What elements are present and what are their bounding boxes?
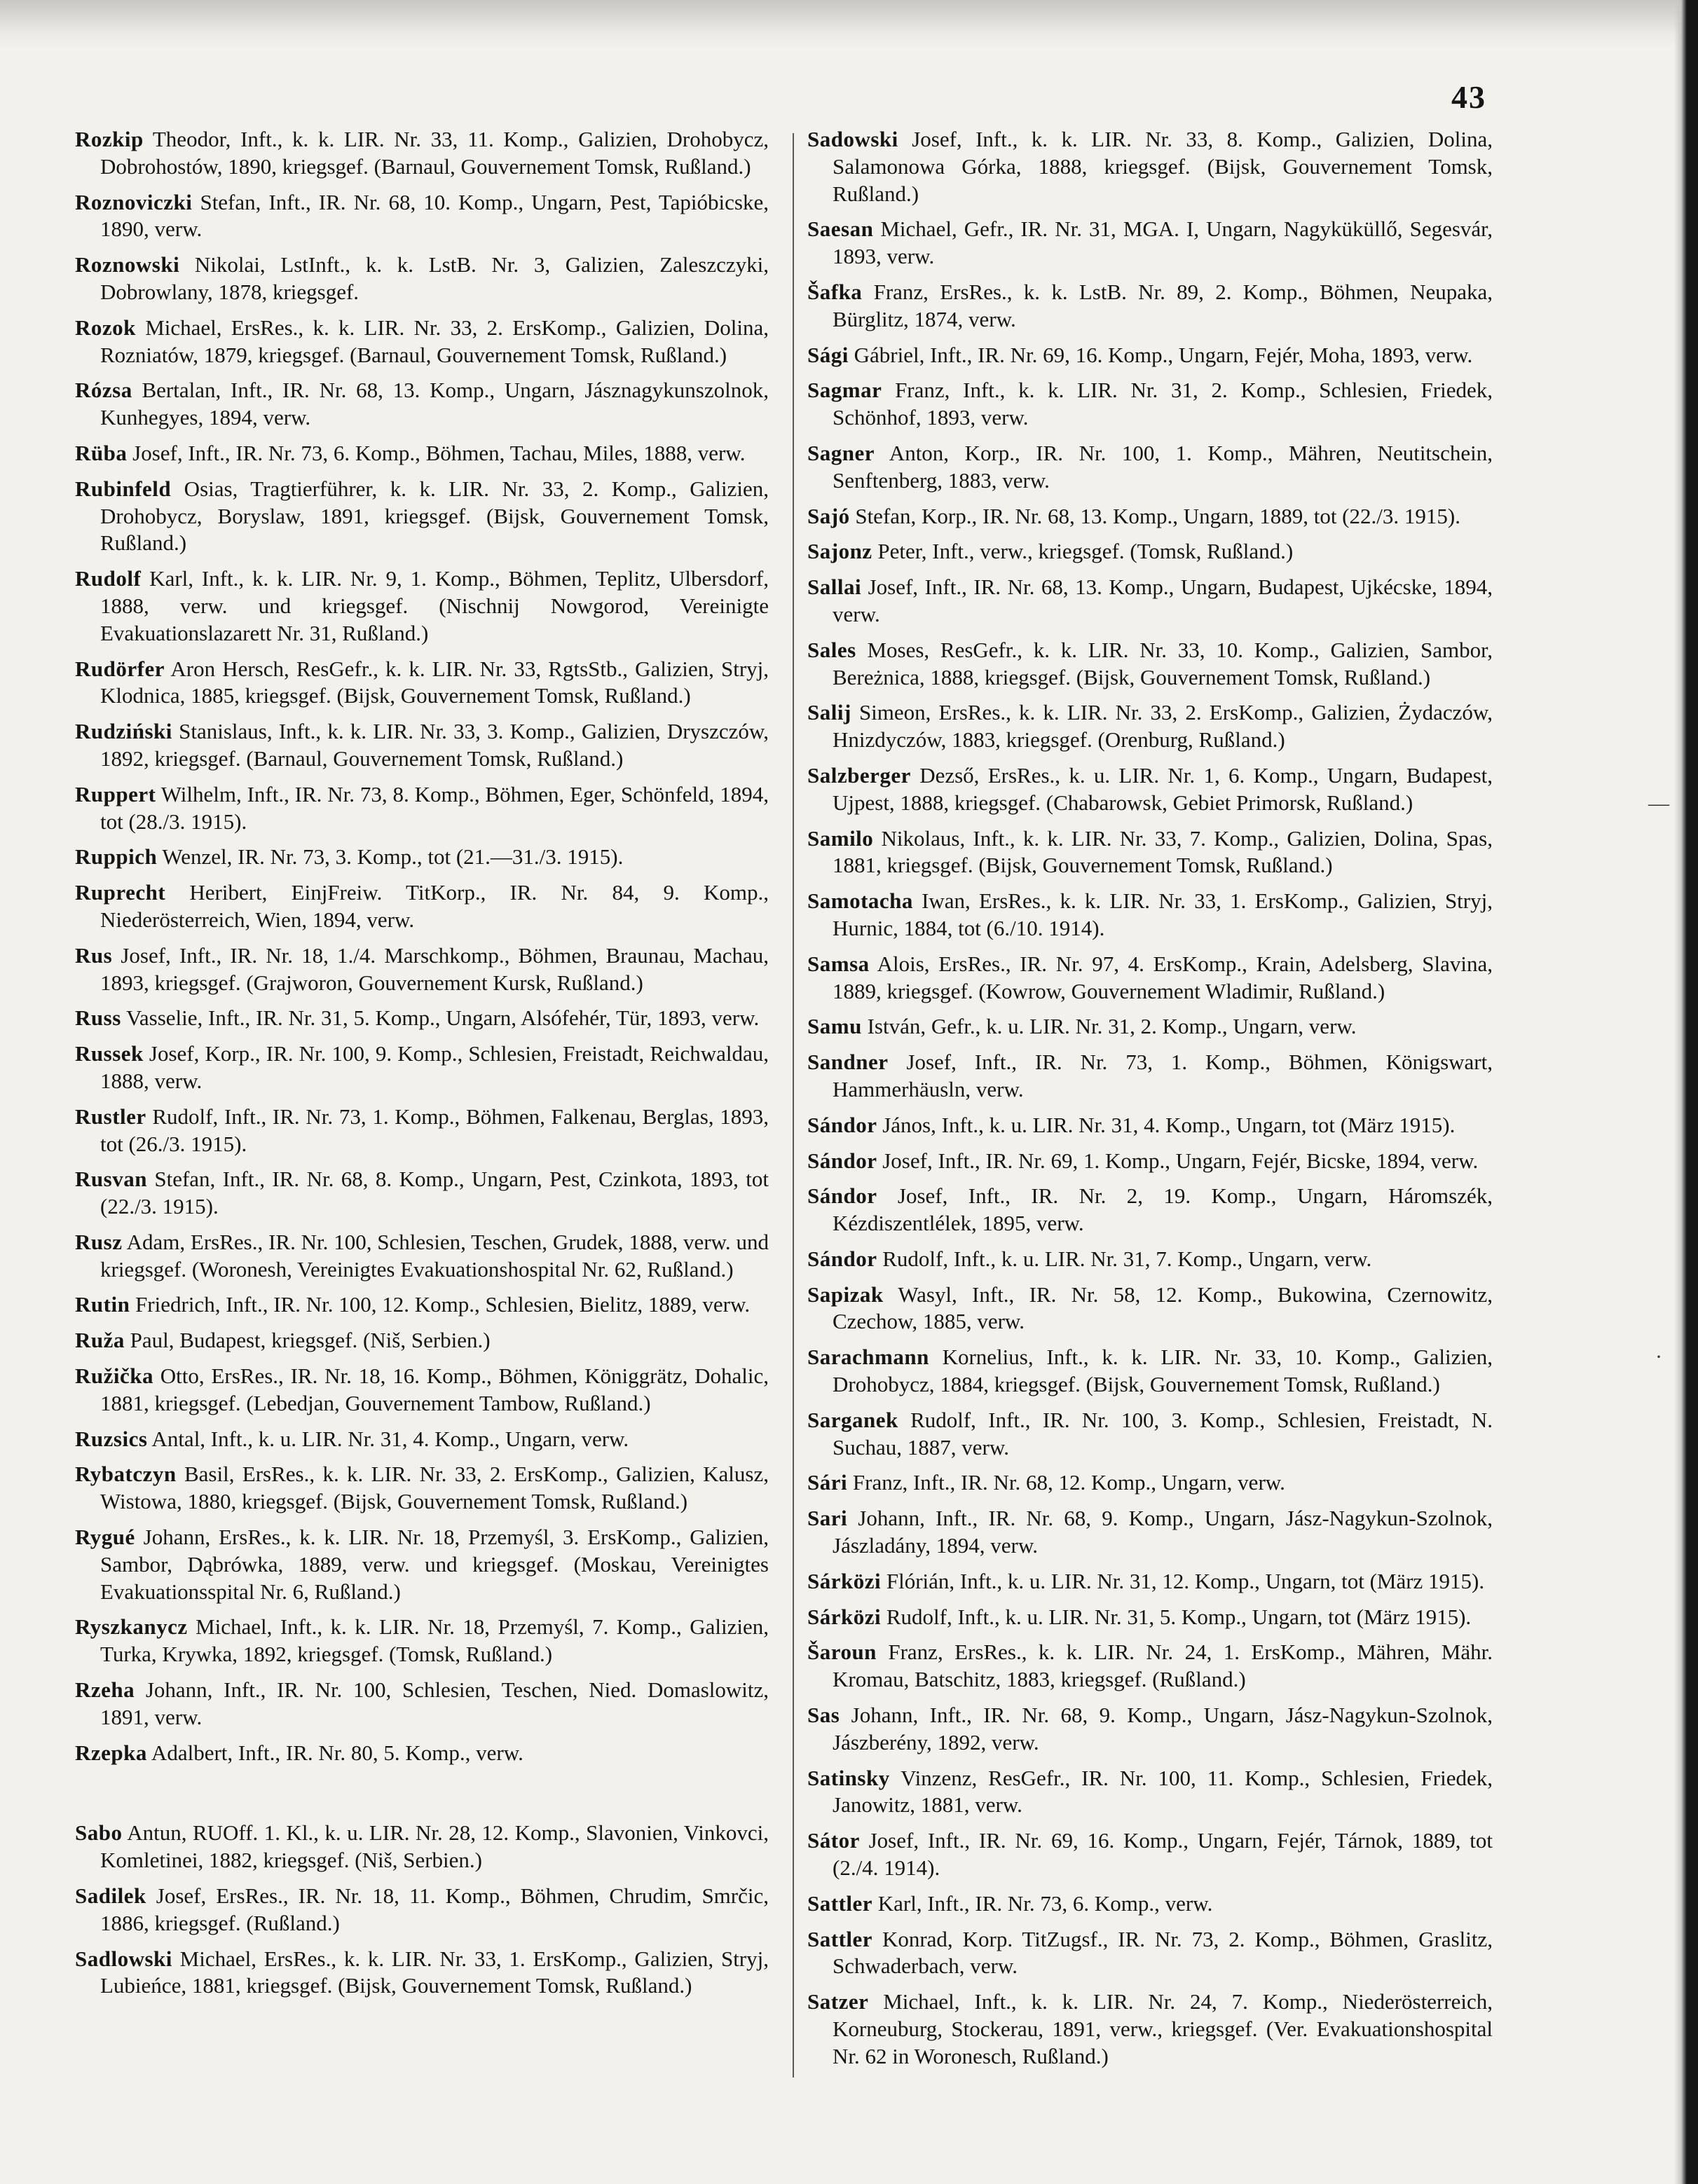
entry-details: Josef, Korp., IR. Nr. 100, 9. Komp., Schlesien, Freistadt, Reichwaldau, 1888, verw. (100, 1041, 769, 1093)
entry-surname: Rubinfeld (75, 476, 172, 501)
register-entry (807, 1568, 1493, 1595)
register-entry (75, 126, 769, 181)
entry-surname: Sadowski (807, 127, 898, 151)
entry-surname: Sári (807, 1470, 848, 1495)
entry-details: Franz, ErsRes., k. k. LIR. Nr. 24, 1. ErsKomp., Mähren, Mähr. Kromau, Batschitz, 1883, kriegsgef. (Rußland.) (833, 1640, 1493, 1692)
register-entry (807, 1505, 1493, 1560)
register-entry (807, 1604, 1493, 1631)
register-entry (807, 699, 1493, 754)
entry-surname: Rus (75, 942, 113, 968)
entry-details: Heribert, EinjFreiw. TitKorp., IR. Nr. 84, 9. Komp., Niederösterreich, Wien, 1894, verw. (100, 880, 769, 932)
entry-surname: Rozkip (75, 127, 144, 151)
entry-details: Josef, Inft., IR. Nr. 73, 6. Komp., Böhmen, Tachau, Miles, 1888, verw. (127, 440, 746, 465)
entry-details: Konrad, Korp. TitZugsf., IR. Nr. 73, 2. Komp., Böhmen, Graslitz, Schwaderbach, verw. (833, 1926, 1493, 1979)
entry-surname: Sari (807, 1506, 848, 1531)
entry-surname: Rustler (75, 1104, 146, 1129)
entry-details: Adalbert, Inft., IR. Nr. 80, 5. Komp., verw. (146, 1740, 523, 1765)
entry-details: Dezső, ErsRes., k. u. LIR. Nr. 1, 6. Komp., Ungarn, Budapest, Ujpest, 1888, kriegsgef. (Chabarowsk, Gebiet Primorsk, Rußland.) (833, 762, 1493, 815)
margin-mark: · (1655, 1345, 1662, 1368)
register-entry (807, 1989, 1493, 2070)
register-entry (807, 538, 1493, 565)
entry-surname: Rudziński (75, 719, 172, 744)
entry-surname: Roznowski (75, 252, 180, 277)
entry-details: Wilhelm, Inft., IR. Nr. 73, 8. Komp., Böhmen, Eger, Schönfeld, 1894, tot (28./3. 1915). (100, 781, 769, 834)
entry-surname: Samsa (807, 951, 870, 976)
entry-details: Gábriel, Inft., IR. Nr. 69, 16. Komp., Ungarn, Fejér, Moha, 1893, verw. (848, 342, 1473, 367)
register-entry (75, 656, 769, 710)
entry-details: Rudolf, Inft., k. u. LIR. Nr. 31, 7. Komp., Ungarn, verw. (877, 1246, 1372, 1271)
entry-details: Stefan, Inft., IR. Nr. 68, 8. Komp., Ungarn, Pest, Czinkota, 1893, tot (22./3. 1915). (100, 1167, 769, 1219)
register-entry (807, 342, 1493, 369)
page-edge-shadow (0, 0, 1698, 49)
entry-surname: Russek (75, 1041, 144, 1066)
register-entry (807, 279, 1493, 334)
register-entry (75, 1614, 769, 1668)
entry-details: István, Gefr., k. u. LIR. Nr. 31, 2. Komp., Ungarn, verw. (861, 1014, 1357, 1039)
entry-surname: Rzepka (75, 1740, 147, 1765)
entry-details: Karl, Inft., k. k. LIR. Nr. 9, 1. Komp., Böhmen, Teplitz, Ulbersdorf, 1888, verw. und kriegsgef. (Nischnij Nowgorod, Vereinigte Evakuationslazarett Nr. 31, Rußland.) (100, 566, 769, 645)
register-entry (807, 762, 1493, 817)
entry-details: Aron Hersch, ResGefr., k. k. LIR. Nr. 33, RgtsStb., Galizien, Stryj, Klodnica, 1885, kriegsgef. (Bijsk, Gouvernement Tomsk, Rußland.) (100, 656, 769, 708)
register-entry (75, 1426, 769, 1453)
entry-details: Josef, ErsRes., IR. Nr. 18, 11. Komp., Böhmen, Chrudim, Smrčic, 1886, kriegsgef. (Rußland.) (100, 1883, 769, 1935)
register-entry (75, 1677, 769, 1731)
entry-surname: Sagmar (807, 378, 882, 403)
entry-surname: Rozok (75, 315, 136, 340)
register-entry (75, 315, 769, 369)
register-entry (807, 377, 1493, 432)
entry-details: Wenzel, IR. Nr. 73, 3. Komp., tot (21.—31./3. 1915). (157, 844, 624, 870)
entry-surname: Roznoviczki (75, 189, 193, 214)
register-entry (75, 189, 769, 244)
register-entry (807, 888, 1493, 942)
register-entry (807, 574, 1493, 629)
entry-details: Anton, Korp., IR. Nr. 100, 1. Komp., Mähren, Neutitschein, Senftenberg, 1883, verw. (833, 440, 1493, 493)
register-entry (75, 565, 769, 647)
entry-details: Josef, Inft., k. k. LIR. Nr. 33, 8. Komp., Galizien, Dolina, Salamonowa Górka, 1888, kriegsgef. (Bijsk, Gouvernement Tomsk, Rußland.) (833, 127, 1493, 206)
entry-surname: Sadilek (75, 1883, 146, 1909)
entry-surname: Salzberger (807, 762, 911, 788)
entry-details: Johann, ErsRes., k. k. LIR. Nr. 18, Przemyśl, 3. ErsKomp., Galizien, Sambor, Dąbrówka, 1889, verw. und kriegsgef. (Moskau, Vereinigtes Evakuationsspital Nr. 6, Rußland.) (100, 1525, 769, 1604)
register-entry (807, 1765, 1493, 1820)
entry-details: Simeon, ErsRes., k. k. LIR. Nr. 33, 2. ErsKomp., Galizien, Żydaczów, Hnizdyczów, 1883, kriegsgef. (Orenburg, Rußland.) (833, 700, 1493, 753)
entry-surname: Sapizak (807, 1282, 884, 1307)
register-entry (807, 1112, 1493, 1139)
register-entry (75, 781, 769, 836)
entry-details: Peter, Inft., verw., kriegsgef. (Tomsk, Rußland.) (872, 539, 1294, 564)
register-entry (807, 1049, 1493, 1104)
entry-details: Otto, ErsRes., IR. Nr. 18, 16. Komp., Böhmen, Königgrätz, Dohalic, 1881, kriegsgef. (Lebedjan, Gouvernement Tambow, Rußland.) (100, 1364, 769, 1415)
register-entry (75, 718, 769, 773)
register-entry (75, 1041, 769, 1095)
register-entry (75, 1229, 769, 1284)
register-entry (75, 1524, 769, 1605)
entry-details: Michael, Gefr., IR. Nr. 31, MGA. I, Ungarn, Nagyküküllő, Segesvár, 1893, verw. (833, 217, 1493, 269)
register-entry (807, 637, 1493, 692)
register-entry (75, 1820, 769, 1874)
register-entry (75, 1166, 769, 1221)
register-entry (807, 1890, 1493, 1918)
left-column (75, 126, 769, 2008)
entry-surname: Sandner (807, 1050, 889, 1075)
entry-details: Johann, Inft., IR. Nr. 68, 9. Komp., Ungarn, Jász-Nagykun-Szolnok, Jászberény, 1892, verw. (833, 1703, 1493, 1754)
register-entry (75, 942, 769, 997)
register-entry (807, 1827, 1493, 1882)
register-entry (807, 1926, 1493, 1981)
register-entry (75, 476, 769, 557)
register-entry (75, 1461, 769, 1516)
entry-details: Josef, Inft., IR. Nr. 18, 1./4. Marschkomp., Böhmen, Braunau, Machau, 1893, kriegsgef. (Grajworon, Gouvernement Kursk, Rußland.) (100, 942, 769, 995)
entry-surname: Ruppert (75, 781, 156, 806)
register-entry (75, 1005, 769, 1032)
register-entry (75, 1946, 769, 2000)
entry-surname: Saesan (807, 217, 874, 242)
entry-details: Moses, ResGefr., k. k. LIR. Nr. 33, 10. Komp., Galizien, Sambor, Bereżnica, 1888, kriegsgef. (Bijsk, Gouvernement Tomsk, Rußland.) (833, 637, 1493, 689)
register-entry (807, 1148, 1493, 1175)
entry-surname: Sarganek (807, 1407, 898, 1432)
register-entry (75, 1740, 769, 1767)
entry-details: Franz, ErsRes., k. k. LstB. Nr. 89, 2. Komp., Böhmen, Neupaka, Bürglitz, 1874, verw. (833, 279, 1493, 331)
entry-surname: Sándor (807, 1246, 877, 1271)
entry-details: Michael, ErsRes., k. k. LIR. Nr. 33, 2. ErsKomp., Galizien, Dolina, Rozniatów, 1879, kriegsgef. (Barnaul, Gouvernement Tomsk, Rußland.) (100, 315, 769, 367)
entry-details: Antun, RUOff. 1. Kl., k. u. LIR. Nr. 28, 12. Komp., Slavonien, Vinkovci, Komletinei, 1882, kriegsgef. (Niš, Serbien.) (100, 1820, 769, 1873)
entry-surname: Rygué (75, 1525, 135, 1550)
register-entry (75, 879, 769, 934)
entry-surname: Sallai (807, 575, 862, 600)
entry-surname: Samilo (807, 825, 874, 851)
entry-surname: Satinsky (807, 1765, 890, 1790)
entry-surname: Sabo (75, 1820, 123, 1846)
entry-surname: Sarachmann (807, 1345, 929, 1370)
register-entry (75, 1327, 769, 1354)
entry-details: Theodor, Inft., k. k. LIR. Nr. 33, 11. Komp., Galizien, Drohobycz, Dobrohostów, 1890, kriegsgef. (Barnaul, Gouvernement Tomsk, Rußland.) (100, 127, 769, 179)
register-entry (75, 1104, 769, 1158)
entry-surname: Sárközi (807, 1568, 882, 1593)
register-entry (75, 1291, 769, 1319)
entry-details: Johann, Inft., IR. Nr. 68, 9. Komp., Ungarn, Jász-Nagykun-Szolnok, Jászladány, 1894, verw. (833, 1506, 1493, 1558)
register-entry (75, 440, 769, 467)
register-entry (807, 951, 1493, 1005)
register-entry (75, 377, 769, 432)
entry-surname: Sagner (807, 440, 875, 465)
entry-details: Josef, Inft., IR. Nr. 2, 19. Komp., Ungarn, Háromszék, Kézdiszentlélek, 1895, verw. (833, 1183, 1493, 1236)
register-entry (807, 1407, 1493, 1462)
entry-details: Antal, Inft., k. u. LIR. Nr. 31, 4. Komp., Ungarn, verw. (147, 1426, 629, 1451)
entry-details: Stefan, Korp., IR. Nr. 68, 13. Komp., Ungarn, 1889, tot (22./3. 1915). (849, 503, 1460, 528)
entry-surname: Šafka (807, 279, 863, 304)
left-column-entries-r (75, 126, 769, 1766)
register-entry (807, 1246, 1493, 1273)
entry-details: Rudolf, Inft., IR. Nr. 100, 3. Komp., Schlesien, Freistadt, N. Suchau, 1887, verw. (833, 1407, 1493, 1460)
entry-surname: Sátor (807, 1828, 860, 1853)
entry-surname: Sági (807, 342, 849, 367)
register-entry (75, 252, 769, 306)
entry-details: Franz, Inft., IR. Nr. 68, 12. Komp., Ungarn, verw. (847, 1470, 1285, 1495)
register-entry (807, 825, 1493, 880)
register-entry (807, 1469, 1493, 1497)
entry-surname: Ryszkanycz (75, 1614, 188, 1640)
entry-surname: Rózsa (75, 378, 132, 403)
register-entry (75, 1363, 769, 1417)
entry-details: Wasyl, Inft., IR. Nr. 58, 12. Komp., Bukowina, Czernowitz, Czechow, 1885, verw. (833, 1282, 1493, 1334)
entry-surname: Rutin (75, 1292, 130, 1317)
entry-details: Osias, Tragtierführer, k. k. LIR. Nr. 33, 2. Komp., Galizien, Drohobycz, Boryslaw, 1891, kriegsgef. (Bijsk, Gouvernement Tomsk, Rußland.) (100, 476, 769, 556)
entry-details: Friedrich, Inft., IR. Nr. 100, 12. Komp., Schlesien, Bielitz, 1889, verw. (130, 1292, 751, 1317)
entry-surname: Ruppich (75, 844, 158, 870)
entry-surname: Ružička (75, 1364, 153, 1389)
entry-details: Vinzenz, ResGefr., IR. Nr. 100, 11. Komp., Schlesien, Friedek, Janowitz, 1881, verw. (833, 1765, 1493, 1818)
entry-details: Karl, Inft., IR. Nr. 73, 6. Komp., verw. (872, 1890, 1213, 1916)
entry-details: Nikolai, LstInft., k. k. LstB. Nr. 3, Galizien, Zaleszczyki, Dobrowlany, 1878, kriegsgef. (100, 252, 769, 304)
entry-surname: Ruzsics (75, 1426, 148, 1451)
entry-details: Paul, Budapest, kriegsgef. (Niš, Serbien.) (124, 1328, 491, 1353)
entry-surname: Rusvan (75, 1167, 147, 1192)
entry-details: Flórián, Inft., k. u. LIR. Nr. 31, 12. Komp., Ungarn, tot (März 1915). (881, 1568, 1485, 1593)
register-entry (807, 1282, 1493, 1336)
register-entry (807, 440, 1493, 495)
entry-surname: Sales (807, 637, 856, 662)
entry-details: János, Inft., k. u. LIR. Nr. 31, 4. Komp., Ungarn, tot (März 1915). (877, 1112, 1456, 1137)
entry-details: Vasselie, Inft., IR. Nr. 31, 5. Komp., Ungarn, Alsófehér, Tür, 1893, verw. (121, 1005, 760, 1031)
entry-surname: Samu (807, 1014, 862, 1039)
entry-surname: Rudörfer (75, 656, 165, 681)
entry-details: Michael, Inft., k. k. LIR. Nr. 18, Przemyśl, 7. Komp., Galizien, Turka, Krywka, 1892, kriegsgef. (Tomsk, Rußland.) (100, 1614, 769, 1667)
register-entry (807, 216, 1493, 270)
page-edge-binding (1674, 0, 1698, 2184)
entry-surname: Sándor (807, 1148, 877, 1173)
entry-surname: Šaroun (807, 1640, 877, 1665)
entry-details: Michael, Inft., k. k. LIR. Nr. 24, 7. Komp., Niederösterreich, Korneuburg, Stockerau, 1891, verw., kriegsgef. (Ver. Evakuationshospital Nr. 62 in Woronesch, Rußland.) (833, 1989, 1493, 2068)
entry-details: Josef, Inft., IR. Nr. 68, 13. Komp., Ungarn, Budapest, Ujkécske, 1894, verw. (833, 575, 1493, 626)
entry-surname: Rusz (75, 1229, 123, 1254)
left-column-entries-s (75, 1820, 769, 2000)
section-gap (75, 1775, 769, 1820)
register-entry (807, 503, 1493, 530)
entry-surname: Satzer (807, 1989, 869, 2014)
entry-details: Michael, ErsRes., k. k. LIR. Nr. 33, 1. ErsKomp., Galizien, Stryj, Lubieńce, 1881, kriegsgef. (Bijsk, Gouvernement Tomsk, Rußland.) (100, 1946, 769, 1998)
entry-surname: Sattler (807, 1926, 873, 1951)
register-entry (75, 844, 769, 871)
entry-surname: Rüba (75, 440, 128, 465)
entry-surname: Rudolf (75, 566, 142, 591)
entry-surname: Sándor (807, 1183, 877, 1209)
right-column-entries (807, 126, 1493, 2070)
entry-details: Basil, ErsRes., k. k. LIR. Nr. 33, 2. ErsKomp., Galizien, Kalusz, Wistowa, 1880, kriegsgef. (Bijsk, Gouvernement Tomsk, Rußland.) (100, 1462, 769, 1514)
entry-surname: Sándor (807, 1112, 877, 1137)
entry-surname: Sárközi (807, 1604, 882, 1629)
entry-details: Kornelius, Inft., k. k. LIR. Nr. 33, 10. Komp., Galizien, Drohobycz, 1884, kriegsgef. (Bijsk, Gouvernement Tomsk, Rußland.) (833, 1345, 1493, 1397)
entry-surname: Rybatczyn (75, 1462, 177, 1487)
register-entry (807, 126, 1493, 207)
entry-surname: Sadlowski (75, 1946, 172, 1971)
margin-mark: — (1648, 792, 1669, 815)
entry-surname: Sajonz (807, 539, 872, 564)
entry-details: Josef, Inft., IR. Nr. 69, 1. Komp., Ungarn, Fejér, Bicske, 1894, verw. (877, 1148, 1479, 1173)
entry-details: Josef, Inft., IR. Nr. 69, 16. Komp., Ungarn, Fejér, Tárnok, 1889, tot (2./4. 1914). (833, 1828, 1493, 1881)
entry-details: Bertalan, Inft., IR. Nr. 68, 13. Komp., Ungarn, Jásznagykunszolnok, Kunhegyes, 1894, verw. (100, 378, 769, 430)
register-entry (807, 1344, 1493, 1399)
entry-details: Alois, ErsRes., IR. Nr. 97, 4. ErsKomp., Krain, Adelsberg, Slavina, 1889, kriegsgef. (Kowrow, Gouvernement Wladimir, Rußland.) (833, 951, 1493, 1003)
entry-details: Nikolaus, Inft., k. k. LIR. Nr. 33, 7. Komp., Galizien, Dolina, Spas, 1881, kriegsgef. (Bijsk, Gouvernement Tomsk, Rußland.) (833, 825, 1493, 878)
entry-details: Rudolf, Inft., IR. Nr. 73, 1. Komp., Böhmen, Falkenau, Berglas, 1893, tot (26./3. 1915). (100, 1104, 769, 1156)
entry-details: Stanislaus, Inft., k. k. LIR. Nr. 33, 3. Komp., Galizien, Dryszczów, 1892, kriegsgef. (Barnaul, Gouvernement Tomsk, Rußland.) (100, 719, 769, 771)
column-divider (793, 133, 794, 2077)
entry-details: Josef, Inft., IR. Nr. 73, 1. Komp., Böhmen, Königswart, Hammerhäusln, verw. (833, 1050, 1493, 1101)
register-entry (807, 1639, 1493, 1694)
right-column (807, 126, 1493, 2079)
entry-surname: Sas (807, 1703, 840, 1728)
register-entry (807, 1702, 1493, 1757)
entry-surname: Ruža (75, 1328, 125, 1353)
entry-surname: Rzeha (75, 1677, 135, 1703)
entry-details: Johann, Inft., IR. Nr. 100, Schlesien, Teschen, Nied. Domaslowitz, 1891, verw. (100, 1677, 769, 1729)
register-entry (807, 1013, 1493, 1041)
entry-surname: Sattler (807, 1890, 873, 1916)
entry-surname: Ruprecht (75, 880, 166, 905)
register-entry (75, 1883, 769, 1937)
entry-surname: Sajó (807, 503, 850, 528)
entry-surname: Russ (75, 1005, 121, 1031)
entry-surname: Samotacha (807, 888, 913, 914)
entry-details: Stefan, Inft., IR. Nr. 68, 10. Komp., Ungarn, Pest, Tapióbicske, 1890, verw. (100, 189, 769, 242)
entry-details: Franz, Inft., k. k. LIR. Nr. 31, 2. Komp., Schlesien, Friedek, Schönhof, 1893, verw. (833, 378, 1493, 430)
entry-surname: Salij (807, 700, 851, 725)
register-entry (807, 1183, 1493, 1237)
page-number: 43 (1451, 79, 1486, 115)
entry-details: Adam, ErsRes., IR. Nr. 100, Schlesien, Teschen, Grudek, 1888, verw. und kriegsgef. (Woronesh, Vereinigtes Evakuationshospital Nr. 62, Rußland.) (100, 1229, 769, 1282)
entry-details: Iwan, ErsRes., k. k. LIR. Nr. 33, 1. ErsKomp., Galizien, Stryj, Hurnic, 1884, tot (6./10. 1914). (833, 888, 1493, 940)
entry-details: Rudolf, Inft., k. u. LIR. Nr. 31, 5. Komp., Ungarn, tot (März 1915). (881, 1604, 1472, 1629)
